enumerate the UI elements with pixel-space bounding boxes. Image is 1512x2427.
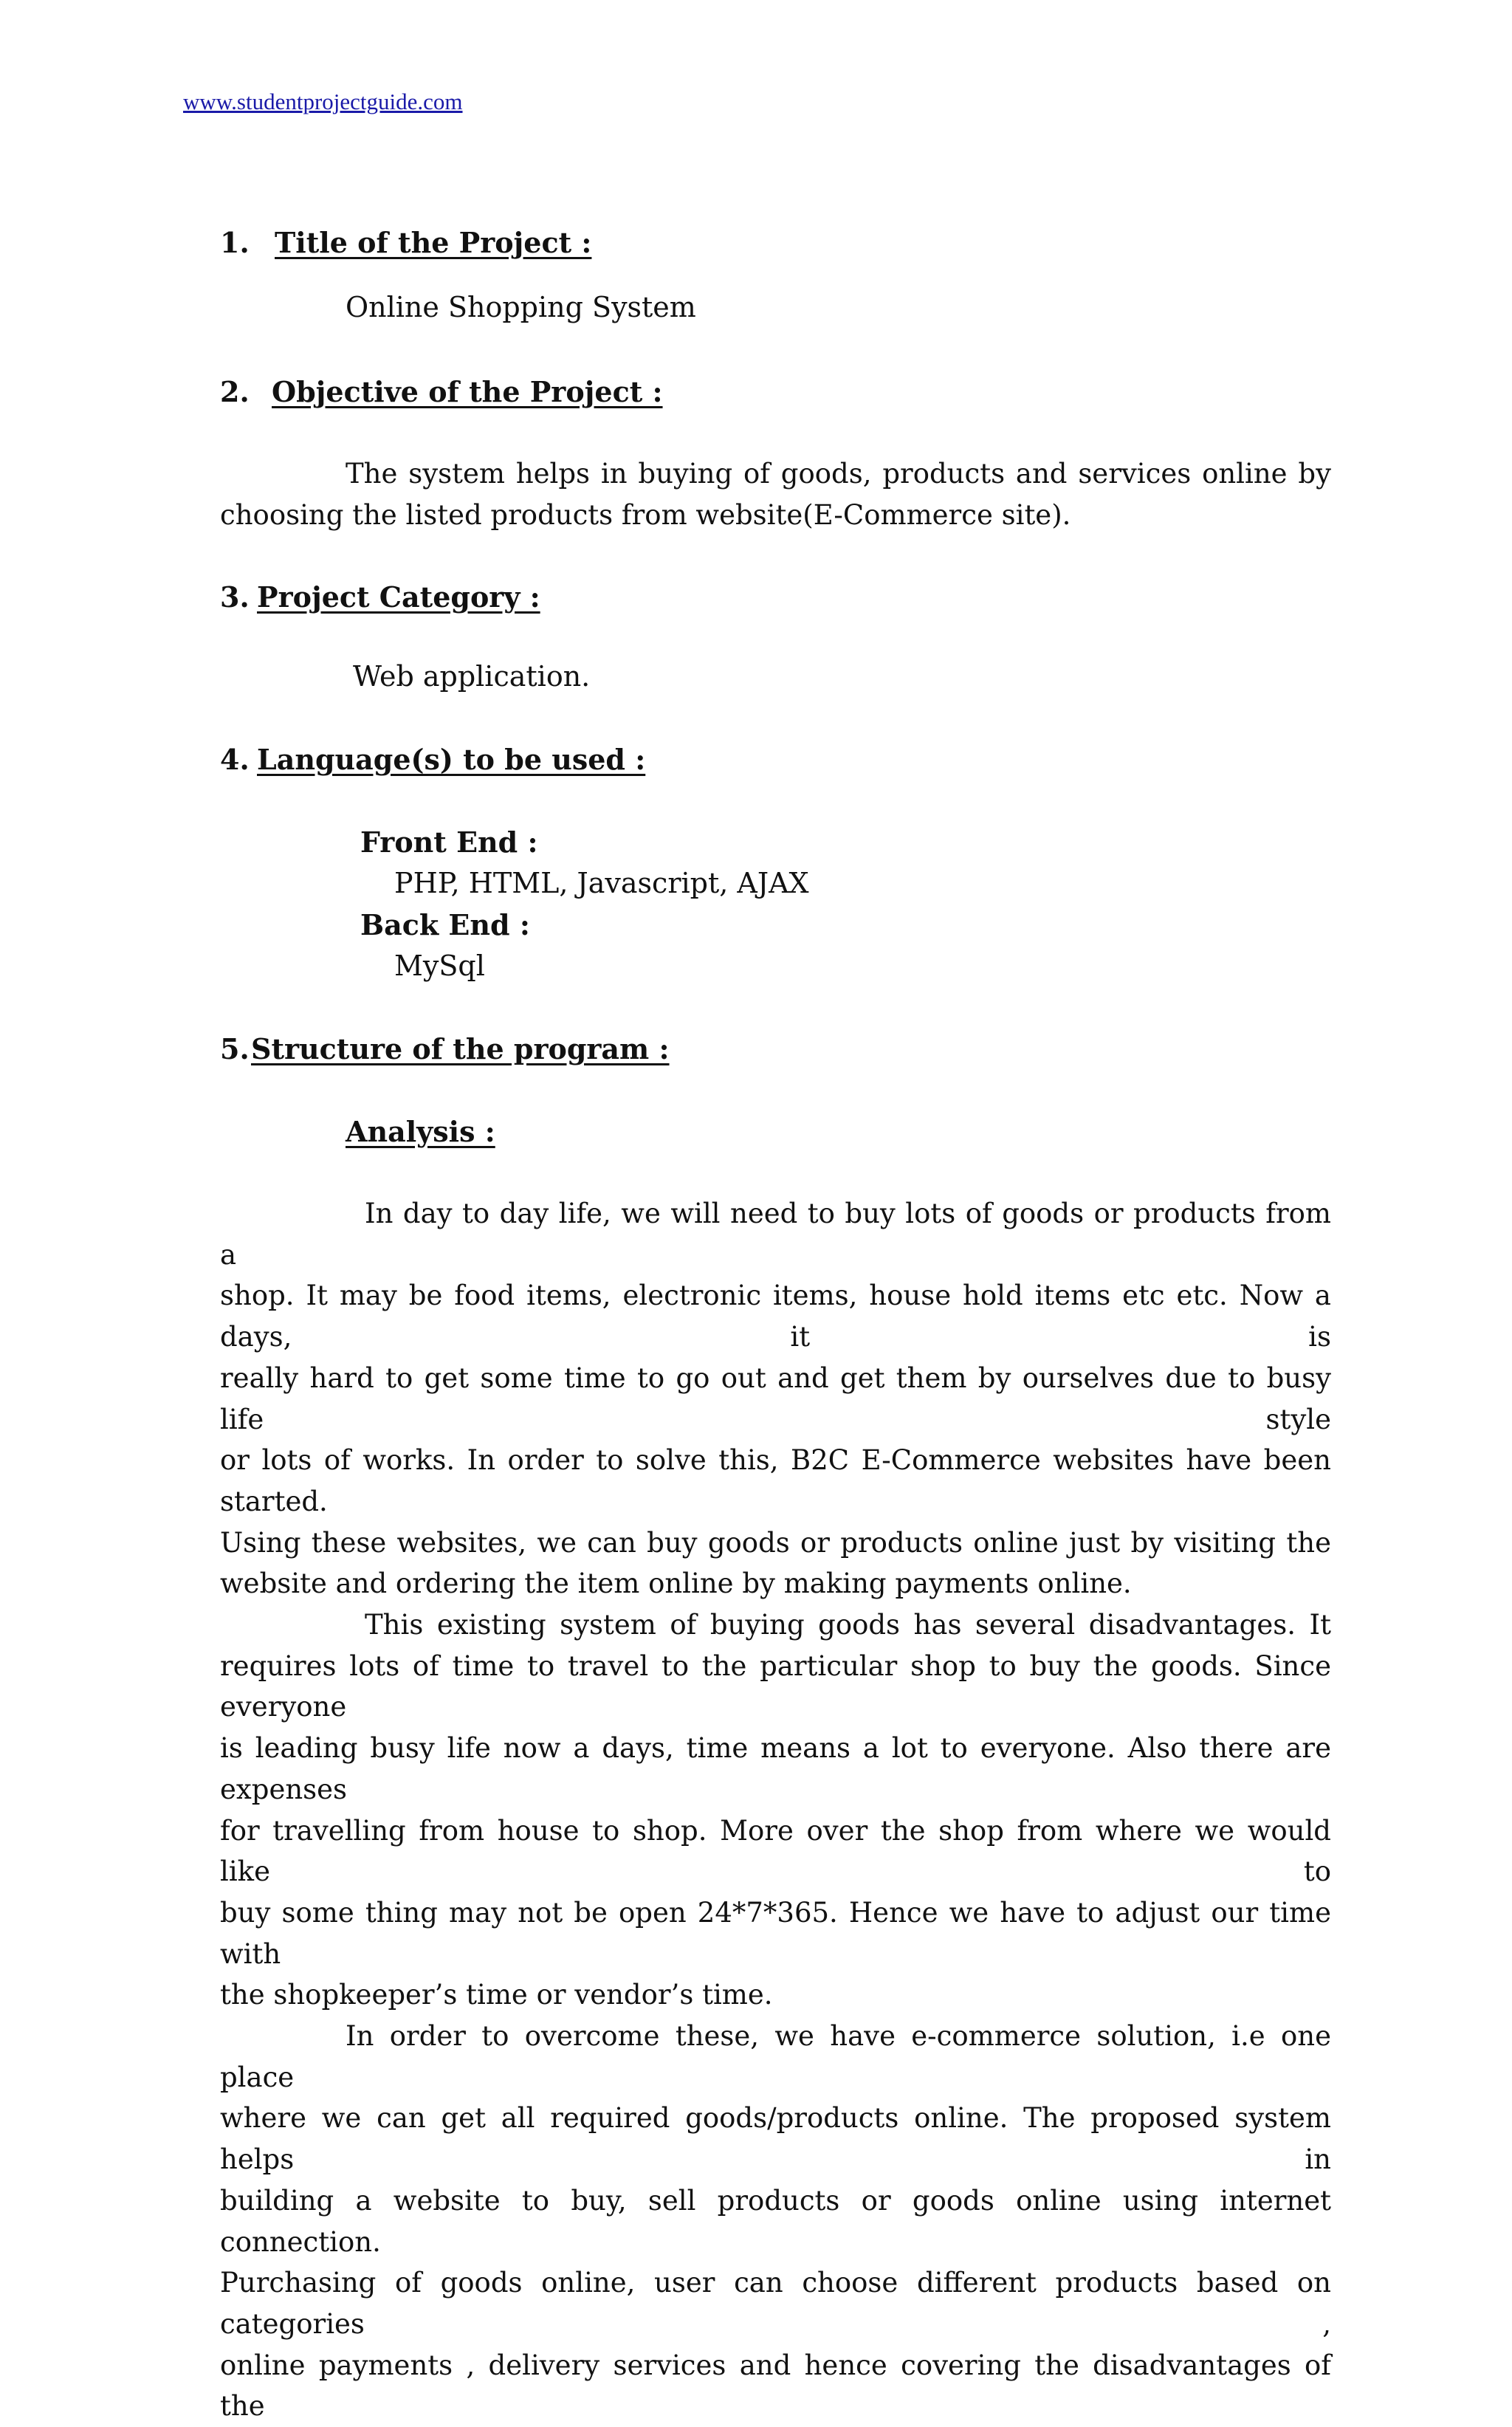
section-4-title: Language(s) to be used : (257, 743, 646, 776)
analysis-p1-line-4: or lots of works. In order to solve this, B2C E-Commerce websites have been started. (220, 1444, 1331, 1517)
section-4-number: 4. (220, 743, 250, 776)
analysis-p1-line-6: website and ordering the item online by making payments online. (220, 1568, 1132, 1600)
section-1-heading (220, 226, 591, 259)
section-3-title: Project Category : (257, 580, 540, 614)
section-2-title: Objective of the Project : (272, 375, 663, 408)
analysis-paragraph-1 (220, 1193, 1331, 2427)
project-category-value: Web application. (353, 660, 591, 693)
analysis-p2-line-5: buy some thing may not be open 24*7*365. Hence we have to adjust our time with (220, 1896, 1331, 1970)
back-end-value: MySql (394, 950, 485, 982)
section-2-number: 2. (220, 375, 250, 408)
section-5-number: 5. (220, 1032, 250, 1065)
front-end-value: PHP, HTML, Javascript, AJAX (394, 867, 809, 899)
analysis-p2-line-1: This existing system of buying goods has several disadvantages. It (365, 1609, 1331, 1641)
objective-line-1: The system helps in buying of goods, products and services online by (346, 458, 1331, 490)
section-5-heading (220, 1032, 670, 1065)
analysis-p3-line-4: Purchasing of goods online, user can choose different products based on categories , (220, 2267, 1331, 2340)
section-1-number: 1. (220, 226, 250, 259)
analysis-p2-line-3: is leading busy life now a days, time means a lot to everyone. Also there are expenses (220, 1732, 1331, 1805)
analysis-p2-line-4: for travelling from house to shop. More over the shop from where we would like to (220, 1814, 1331, 1888)
analysis-p3-line-2: where we can get all required goods/products online. The proposed system helps in (220, 2102, 1331, 2176)
project-title-value: Online Shopping System (346, 291, 696, 323)
objective-line-2: choosing the listed products from website(E-Commerce site). (220, 498, 1071, 531)
analysis-p1-line-2: shop. It may be food items, electronic items, house hold items etc etc. Now a days, it is (220, 1280, 1331, 1353)
analysis-p2-line-2: requires lots of time to travel to the particular shop to buy the goods. Since everyone (220, 1650, 1331, 1723)
section-4-heading (220, 743, 645, 776)
section-1-title: Title of the Project : (275, 226, 592, 259)
front-end-label: Front End : (360, 825, 538, 859)
analysis-subheading: Analysis : (346, 1115, 495, 1148)
analysis-p1-line-3: really hard to get some time to go out and get them by ourselves due to busy life style (220, 1362, 1331, 1435)
section-5-title: Structure of the program : (251, 1032, 670, 1065)
section-2-heading (220, 375, 663, 408)
objective-paragraph (220, 453, 1331, 535)
analysis-p3-line-5: online payments , delivery services and hence covering the disadvantages of the (220, 2349, 1331, 2423)
analysis-p1-line-1: In day to day life, we will need to buy lots of goods or products from a (220, 1198, 1331, 1271)
analysis-p3-line-1: In order to overcome these, we have e-commerce solution, i.e one place (220, 2020, 1331, 2093)
analysis-p1-line-5: Using these websites, we can buy goods or products online just by visiting the (220, 1526, 1331, 1559)
analysis-p3-line-3: building a website to buy, sell products or goods online using internet connection. (220, 2184, 1331, 2258)
section-3-number: 3. (220, 580, 250, 614)
analysis-p2-line-6: the shopkeeper’s time or vendor’s time. (220, 1979, 773, 2011)
back-end-label: Back End : (360, 908, 530, 941)
header-site-link[interactable]: www.studentprojectguide.com (183, 89, 463, 114)
section-3-heading (220, 580, 540, 614)
